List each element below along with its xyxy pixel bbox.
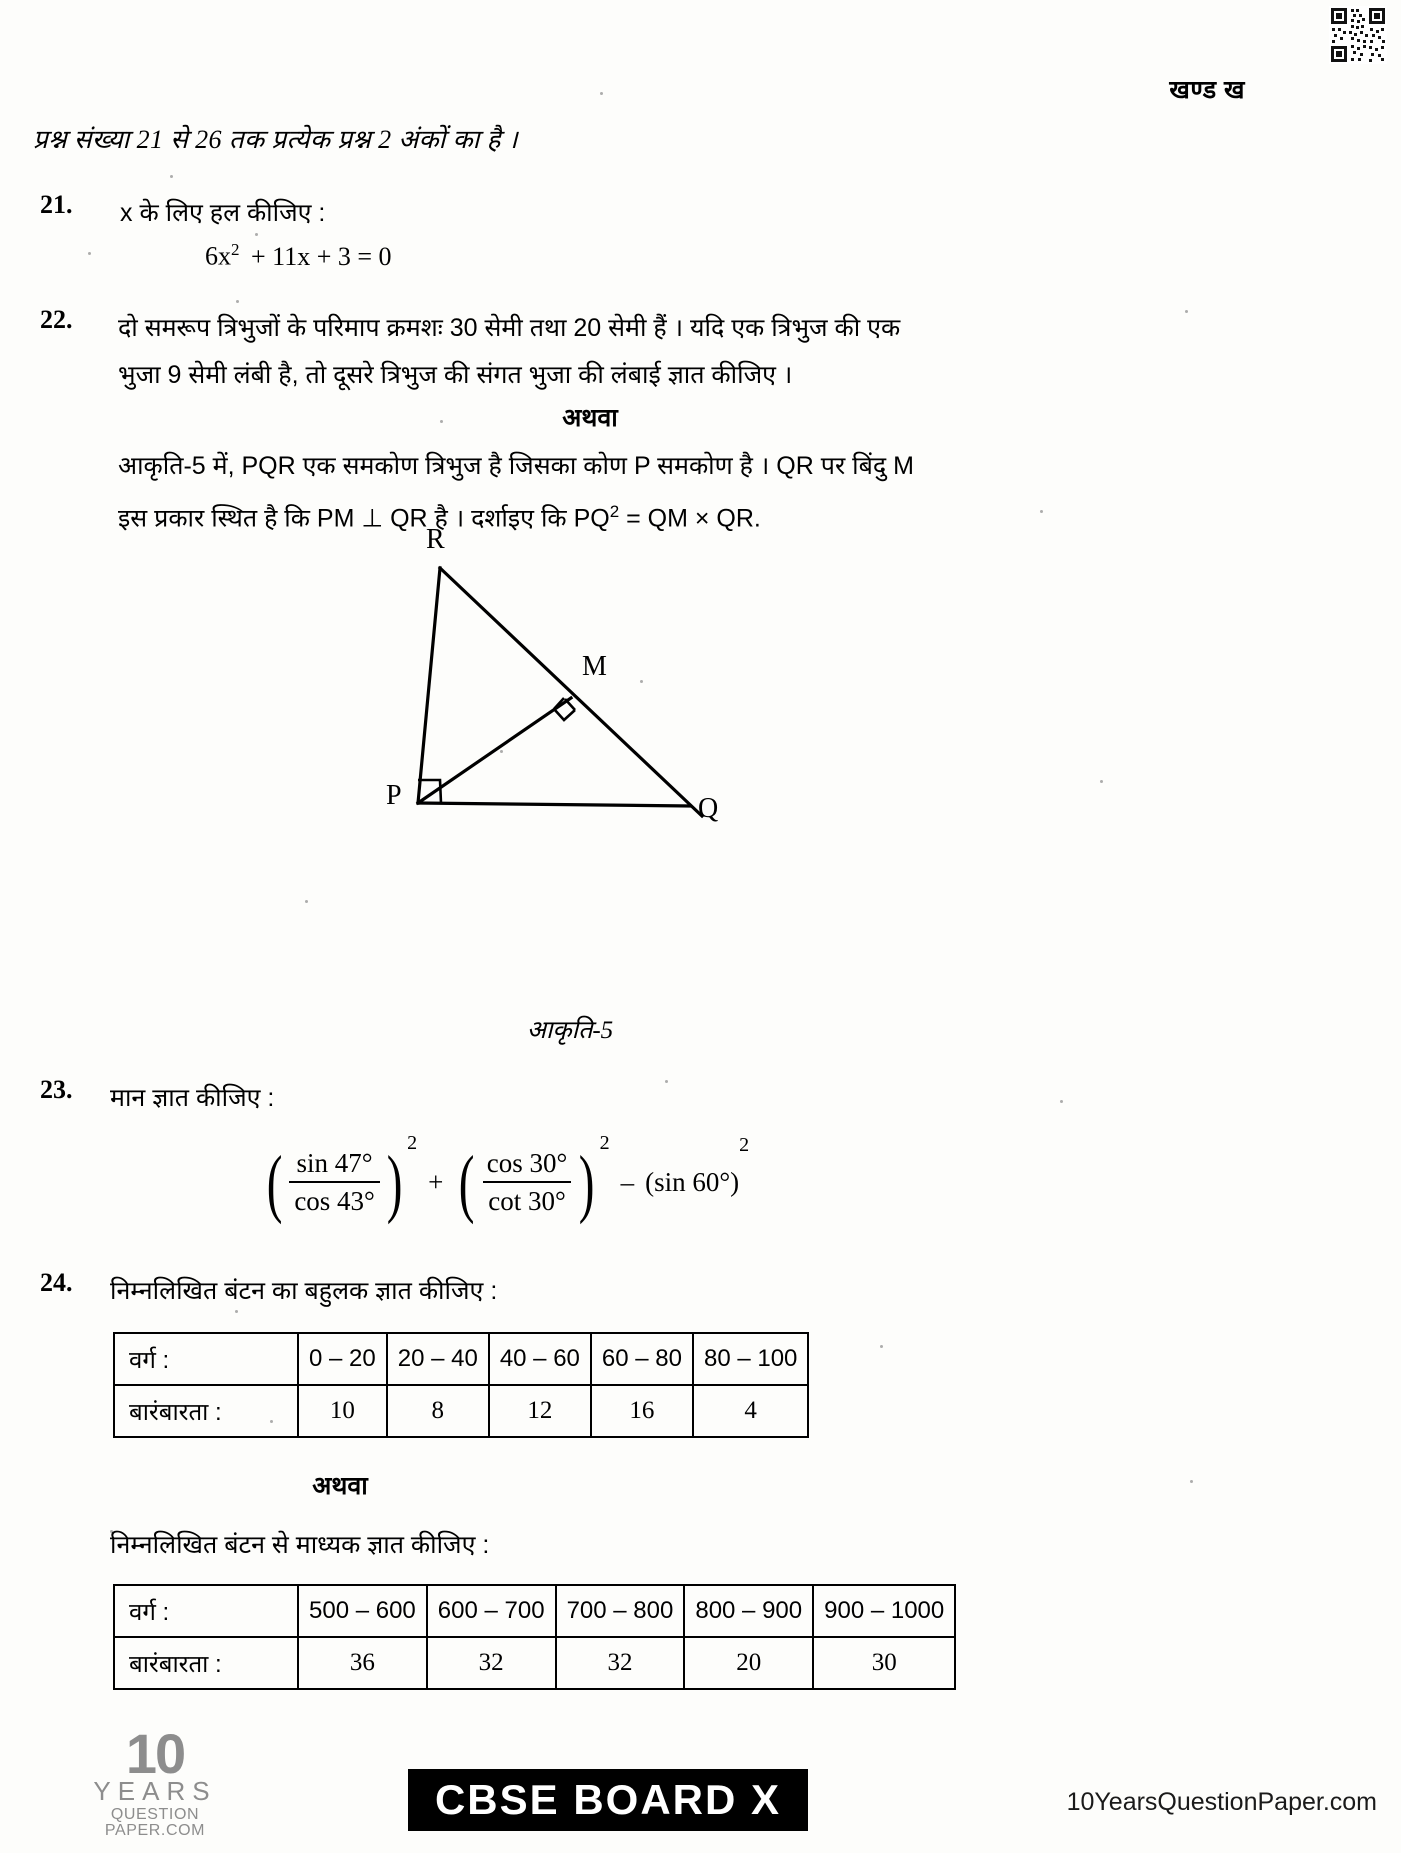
figure-vertex-label-p: P (386, 780, 402, 811)
fraction-numerator: sin 47° (296, 1148, 373, 1178)
alt-line-2-exponent: 2 (609, 502, 620, 521)
footer-url: 10YearsQuestionPaper.com (1066, 1788, 1377, 1816)
alt-line-2-text-a: इस प्रकार स्थित है कि PM ⊥ QR है । दर्शाइए कि PQ (118, 504, 610, 533)
class-interval-cell: 800 – 900 (684, 1585, 813, 1637)
footer-banner: CBSE BOARD X (408, 1769, 808, 1831)
fraction-denominator: cos 43° (289, 1181, 380, 1217)
table-row-frequencies (114, 1637, 955, 1689)
table-row-frequencies (114, 1385, 808, 1437)
frequency-cell: 8 (387, 1385, 489, 1437)
frequency-cell: 30 (813, 1637, 955, 1689)
question-23-number: 23. (40, 1075, 73, 1104)
fraction-denominator: cot 30° (483, 1181, 571, 1217)
term-1-exponent: 2 (407, 1132, 418, 1154)
class-interval-cell: 80 – 100 (693, 1333, 808, 1385)
row-header-class: वर्ग : (114, 1333, 298, 1385)
class-interval-cell: 60 – 80 (591, 1333, 693, 1385)
watermark-number: 10 (125, 1722, 185, 1785)
row-header-class: वर्ग : (114, 1585, 298, 1637)
figure-5-caption: आकृति-5 (526, 1017, 614, 1044)
frequency-cell: 32 (427, 1637, 556, 1689)
term-3-exponent: 2 (739, 1134, 750, 1156)
watermark-site: QUESTION PAPER.COM (104, 1806, 206, 1839)
frequency-cell: 12 (489, 1385, 591, 1437)
class-interval-cell: 20 – 40 (387, 1333, 489, 1385)
watermark-logo (60, 1722, 250, 1839)
frequency-cell: 16 (591, 1385, 693, 1437)
question-22-line-1: दो समरूप त्रिभुजों के परिमाप क्रमशः 30 सेमी तथा 20 सेमी हैं । यदि एक त्रिभुज की एक (118, 314, 901, 342)
question-22-number: 22. (40, 305, 73, 334)
fraction-numerator: cos 30° (486, 1148, 568, 1178)
equation-rest: + 11x + 3 = 0 (251, 241, 392, 271)
figure-5-triangle-pqr (330, 524, 810, 888)
section-instruction: प्रश्न संख्या 21 से 26 तक प्रत्येक प्रश्न 2 अंकों का है । (33, 125, 519, 154)
table-row-classes (114, 1333, 808, 1385)
row-header-frequency: बारंबारता : (114, 1637, 298, 1689)
frequency-table-2 (113, 1584, 956, 1690)
frequency-cell: 32 (556, 1637, 685, 1689)
question-24-text: निम्नलिखित बंटन का बहुलक ज्ञात कीजिए : (110, 1277, 498, 1305)
figure-vertex-label-m: M (582, 651, 607, 682)
term-3-text: (sin 60°) (645, 1167, 740, 1197)
frequency-cell: 10 (298, 1385, 387, 1437)
question-21-equation (205, 240, 392, 272)
class-interval-cell: 0 – 20 (298, 1333, 387, 1385)
class-interval-cell: 500 – 600 (298, 1585, 427, 1637)
term-2-exponent: 2 (599, 1132, 610, 1154)
question-22-alternative-label: अथवा (562, 404, 618, 432)
frequency-cell: 20 (684, 1637, 813, 1689)
fraction-sin47-cos43 (289, 1148, 380, 1217)
class-interval-cell: 700 – 800 (556, 1585, 685, 1637)
alt-line-2-text-b: = QM × QR. (626, 504, 761, 533)
question-24-alt-text: निम्नलिखित बंटन से माध्यक ज्ञात कीजिए : (110, 1531, 490, 1559)
question-21-text: x के लिए हल कीजिए : (120, 199, 326, 227)
class-interval-cell: 900 – 1000 (813, 1585, 955, 1637)
question-23-text: मान ज्ञात कीजिए : (110, 1084, 275, 1112)
operator-minus: – (620, 1167, 635, 1197)
equation-base: 6x (205, 241, 231, 271)
watermark-years: YEARS (93, 1776, 217, 1806)
question-21-number: 21. (40, 190, 73, 219)
table-row-classes (114, 1585, 955, 1637)
figure-vertex-label-r: R (426, 524, 445, 555)
question-23-expression: ( $\frac{\sin 47^\circ}{\cos 43^\circ}$ ) 2 + ( $\frac{\cos 30^\circ}{\cot 30^\circ}$ ) 2 – (sin 60°) 2 (266, 1132, 750, 1225)
question-22-line-2: भुजा 9 सेमी लंबी है, तो दूसरे त्रिभुज की संगत भुजा की लंबाई ज्ञात कीजिए । (118, 361, 793, 389)
question-24-alternative-label: अथवा (312, 1472, 368, 1500)
frequency-table-1 (113, 1332, 809, 1438)
question-24-number: 24. (40, 1268, 73, 1297)
equation-exponent: 2 (231, 240, 240, 259)
qr-code-icon (1329, 6, 1387, 64)
operator-plus: + (428, 1167, 444, 1197)
question-22-alt-line-1: आकृति-5 में, PQR एक समकोण त्रिभुज है जिसका कोण P समकोण है । QR पर बिंदु M (118, 452, 914, 480)
class-interval-cell: 600 – 700 (427, 1585, 556, 1637)
frequency-cell: 4 (693, 1385, 808, 1437)
class-interval-cell: 40 – 60 (489, 1333, 591, 1385)
figure-vertex-label-q: Q (698, 793, 719, 824)
section-heading: खण्ड ख (1169, 76, 1245, 104)
fraction-cos30-cot30 (482, 1148, 573, 1217)
row-header-frequency: बारंबारता : (114, 1385, 298, 1437)
frequency-cell: 36 (298, 1637, 427, 1689)
